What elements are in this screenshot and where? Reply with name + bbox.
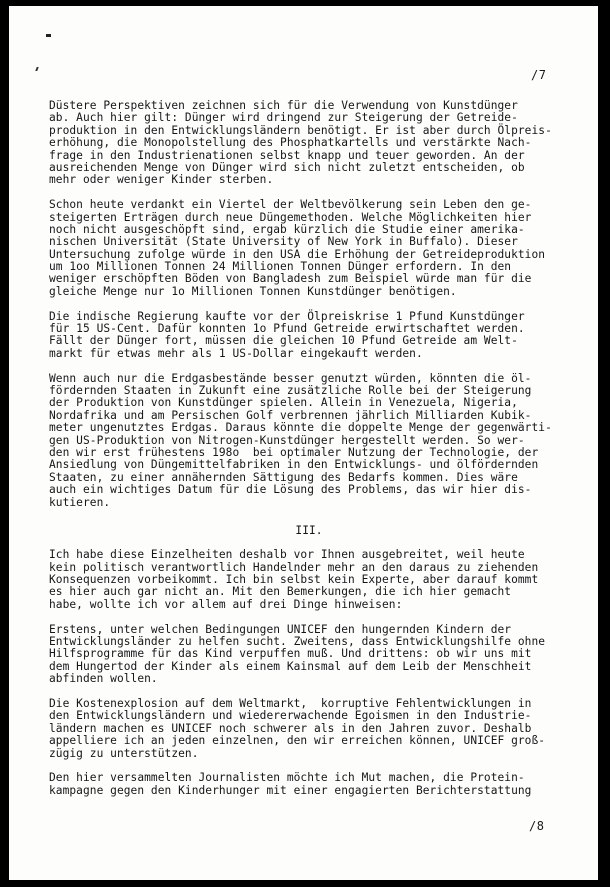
- paragraph: [49, 311, 589, 361]
- text-line: noch nicht ausgeschöpft sind, ergab kürzlich die Studie einer amerika-: [49, 222, 525, 236]
- text-line: Nordafrika und am Persischen Golf verbrennen jährlich Milliarden Kubik-: [49, 408, 532, 422]
- text-line: kampagne gegen den Kinderhunger mit einer engagierten Berichterstattung: [49, 783, 532, 797]
- text-line: dem Hungertod der Kinder als einem Kainsmal auf dem Leib der Menschheit: [49, 659, 532, 673]
- document-page: [9, 6, 598, 880]
- text-line: zügig zu unterstützen.: [49, 746, 199, 760]
- paragraph: [49, 698, 589, 760]
- text-line: ländern machen es UNICEF noch schwerer als in den Jahren zuvor. Deshalb: [49, 721, 532, 735]
- text-line: Die Kostenexplosion auf dem Weltmarkt, korruptive Fehlentwicklungen in: [49, 696, 532, 710]
- text-line: appelliere ich an jeden einzelnen, den wir erreichen können, UNICEF groß-: [49, 734, 546, 748]
- paragraphs-after-section: [49, 549, 589, 797]
- text-line: der Produktion von Kunstdünger spielen. Allein in Venezuela, Nigeria,: [49, 396, 518, 410]
- document-body: [49, 100, 589, 809]
- text-line: Düstere Perspektiven zeichnen sich für die Verwendung von Kunstdünger: [49, 99, 518, 112]
- paragraph: [49, 373, 589, 509]
- text-line: meter ungenutztes Erdgas. Daraus könnte die doppelte Menge der gegenwärti-: [49, 421, 552, 435]
- text-line: Schon heute verdankt ein Viertel der Weltbevölkerung sein Leben den ge-: [49, 198, 532, 212]
- text-line: auch ein wichtiges Datum für die Lösung des Problems, das wir hier dis-: [49, 483, 532, 497]
- section-heading: III.: [295, 523, 323, 537]
- text-line: nischen Universität (State University of New York in Buffalo). Dieser: [49, 235, 518, 249]
- scan-mark: [46, 34, 51, 37]
- text-line: den Entwicklungsländern und wiedererwachende Egoismen in den Industrie-: [49, 709, 532, 723]
- scan-mark: [35, 67, 38, 71]
- text-line: mehr oder weniger Kinder sterben.: [49, 173, 274, 187]
- text-line: gleiche Menge nur 1o Millionen Tonnen Kunstdünger benötigen.: [49, 284, 457, 298]
- text-line: kein politisch verantwortlich Handelnder mehr an den daraus zu ziehenden: [49, 560, 539, 574]
- text-line: abfinden wollen.: [49, 672, 158, 686]
- text-line: ausreichenden Menge von Dünger wird sich nicht zuletzt entscheiden, ob: [49, 160, 525, 174]
- text-line: produktion in den Entwicklungsländern benötigt. Er ist aber durch Ölpreis-: [49, 123, 552, 137]
- text-line: Untersuchung zufolge würde in den USA die Erhöhung der Getreideproduktion: [49, 247, 546, 261]
- text-line: Den hier versammelten Journalisten möchte ich Mut machen, die Protein-: [49, 771, 525, 785]
- text-line: es hier auch gar nicht an. Mit den Bemerkungen, die ich hier gemacht: [49, 585, 512, 599]
- text-line: Die indische Regierung kaufte vor der Ölpreiskrise 1 Pfund Kunstdünger: [49, 309, 525, 323]
- paragraphs-before-section: [49, 100, 589, 509]
- page-reference-bottom: /8: [529, 819, 545, 833]
- page-reference-top: /7: [531, 68, 547, 82]
- text-line: habe, wollte ich vor allem auf drei Dinge hinweisen:: [49, 597, 403, 611]
- text-line: erhöhung, die Monopolstellung des Phosphatkartells und verstärkte Nach-: [49, 136, 532, 150]
- text-line: Erstens, unter welchen Bedingungen UNICEF den hungernden Kindern der: [49, 622, 512, 636]
- text-line: Entwicklungsländer zu helfen sucht. Zweitens, dass Entwicklungshilfe ohne: [49, 635, 546, 649]
- text-line: kutieren.: [49, 495, 111, 509]
- text-line: Ich habe diese Einzelheiten deshalb vor Ihnen ausgebreitet, weil heute: [49, 548, 525, 562]
- text-line: steigerten Erträgen durch neue Düngemethoden. Welche Möglichkeiten hier: [49, 210, 532, 224]
- text-line: gen US-Produktion von Nitrogen-Kunstdünger hergestellt werden. So wer-: [49, 433, 525, 447]
- text-line: Hilfsprogramme für das Kind verpuffen muß. Und drittens: ob wir uns mit: [49, 647, 532, 661]
- text-line: Fällt der Dünger fort, müssen die gleichen 10 Pfund Getreide am Welt-: [49, 334, 518, 348]
- text-line: weniger erschöpften Böden von Bangladesh zum Beispiel würde man für die: [49, 272, 532, 286]
- text-line: ab. Auch hier gilt: Dünger wird dringend zur Steigerung der Getreide-: [49, 111, 518, 125]
- text-line: für 15 US-Cent. Dafür konnten 1o Pfund Getreide erwirtschaftet werden.: [49, 322, 525, 336]
- text-line: um 1oo Millionen Tonnen 24 Millionen Tonnen Dünger erfordern. In den: [49, 260, 512, 274]
- paragraph: [49, 772, 589, 797]
- text-line: frage in den Industrienationen selbst knapp und teuer geworden. An der: [49, 148, 525, 162]
- paragraph: [49, 199, 589, 298]
- text-line: markt für etwas mehr als 1 US-Dollar eingekauft werden.: [49, 346, 423, 360]
- text-line: den wir erst frühestens 198o bei optimaler Nutzung der Technologie, der: [49, 445, 539, 459]
- paragraph: [49, 100, 589, 187]
- text-line: Konsequenzen vorbeikommt. Ich bin selbst kein Experte, aber darauf kommt: [49, 573, 539, 587]
- text-line: Wenn auch nur die Erdgasbestände besser genutzt würden, könnten die öl-: [49, 371, 532, 385]
- paragraph: [49, 624, 589, 686]
- paragraph: [49, 549, 589, 611]
- text-line: Ansiedlung von Düngemittelfabriken in den Entwicklungs- und ölfördernden: [49, 458, 539, 472]
- text-line: Staaten, zu einer annähernden Sättigung des Bedarfs kommen. Dies wäre: [49, 470, 518, 484]
- text-line: fördernden Staaten in Zukunft eine zusätzliche Rolle bei der Steigerung: [49, 383, 532, 397]
